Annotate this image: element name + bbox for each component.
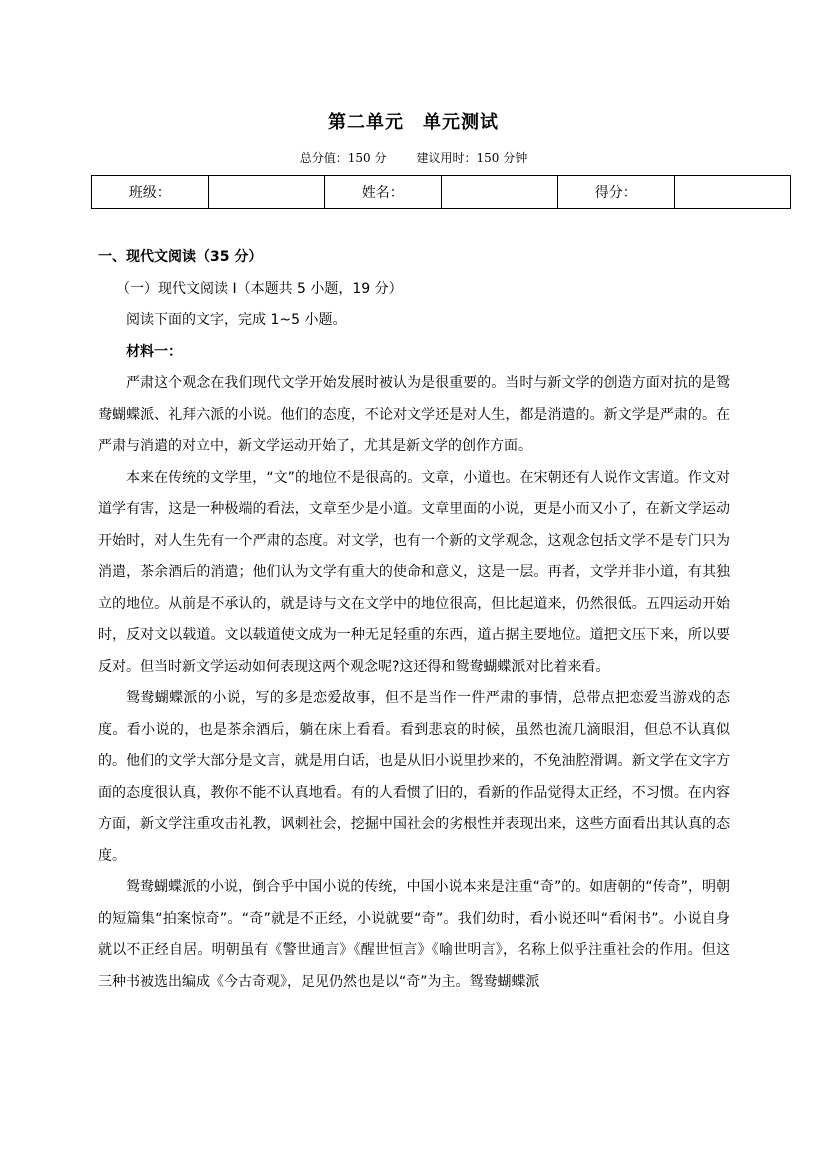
instruction: 阅读下面的文字，完成 1~5 小题。 [126,312,347,328]
class-field[interactable] [208,176,325,209]
student-info-table [91,175,791,209]
name-label: 姓名： [325,176,442,209]
exam-meta [0,149,827,166]
paragraph: 本来在传统的文学里，“文”的地位不是很高的。文章，小道也。在宋朝还有人说作文害道。作文对道学有害，这是一种极端的看法，文章至少是小道。文章里面的小说，更是小而又小了，在新文学运动开始时，对人生先有一个严肃的态度。对文学，也有一个新的文学观念，这观念包括文学不是专门只为消遣，茶余酒后的消遣；他们认为文学有重大的使命和意义，这是一层。再者，文学并非小道，有其独立的地位。从前是不承认的，就是诗与文在文学中的地位很高，但比起道来，仍然很低。五四运动开始时，反对文以载道。文以载道使文成为一种无足轻重的东西，道占据主要地位。道把文压下来，所以要反对。但当时新文学运动如何表现这两个观念呢?这还得和鸳鸯蝴蝶派对比着来看。 [98,469,730,675]
suggested-time: 建议用时：150 分钟 [416,151,528,165]
score-label: 得分： [558,176,675,209]
section-heading: 一、现代文阅读（35 分） [98,249,263,265]
material-label: 材料一： [126,343,182,360]
score-field[interactable] [674,176,791,209]
document-body [98,242,730,998]
paragraph: 鸳鸯蝴蝶派的小说，写的多是恋爱故事，但不是当作一件严肃的事情，总带点把恋爱当游戏的态度。看小说的，也是茶余酒后，躺在床上看看。看到悲哀的时候，虽然也流几滴眼泪，但总不认真似的。他们的文学大部分是文言，就是用白话，也是从旧小说里抄来的，不免油腔滑调。新文学在文字方面的态度很认真，教你不能不认真地看。有的人看惯了旧的，看新的作品觉得太正经，不习惯。在内容方面，新文学注重攻击礼教，讽刺社会，挖掘中国社会的劣根性并表现出来，这些方面看出其认真的态度。 [98,690,730,864]
subsection-heading: （一）现代文阅读 I（本题共 5 小题，19 分） [116,280,403,297]
total-score: 总分值：150 分 [299,151,387,165]
page-title: 第二单元 单元测试 [328,112,499,133]
paragraph: 严肃这个观念在我们现代文学开始发展时被认为是很重要的。当时与新文学的创造方面对抗的是鸳鸯蝴蝶派、礼拜六派的小说。他们的态度，不论对文学还是对人生，都是消遣的。新文学是严肃的。在严肃与消遣的对立中，新文学运动开始了，尤其是新文学的创作方面。 [98,375,730,454]
name-field[interactable] [441,176,558,209]
paragraph: 鸳鸯蝴蝶派的小说，倒合乎中国小说的传统，中国小说本来是注重“奇”的。如唐朝的“传奇”，明朝的短篇集“拍案惊奇”。“奇”就是不正经，小说就要“奇”。我们幼时，看小说还叫“看闲书”。小说自身就以不正经自居。明朝虽有《警世通言》《醒世恒言》《喻世明言》，名称上似乎注重社会的作用。但这三种书被选出编成《今古奇观》，足见仍然也是以“奇”为主。鸳鸯蝴蝶派 [98,879,730,990]
class-label: 班级： [92,176,209,209]
